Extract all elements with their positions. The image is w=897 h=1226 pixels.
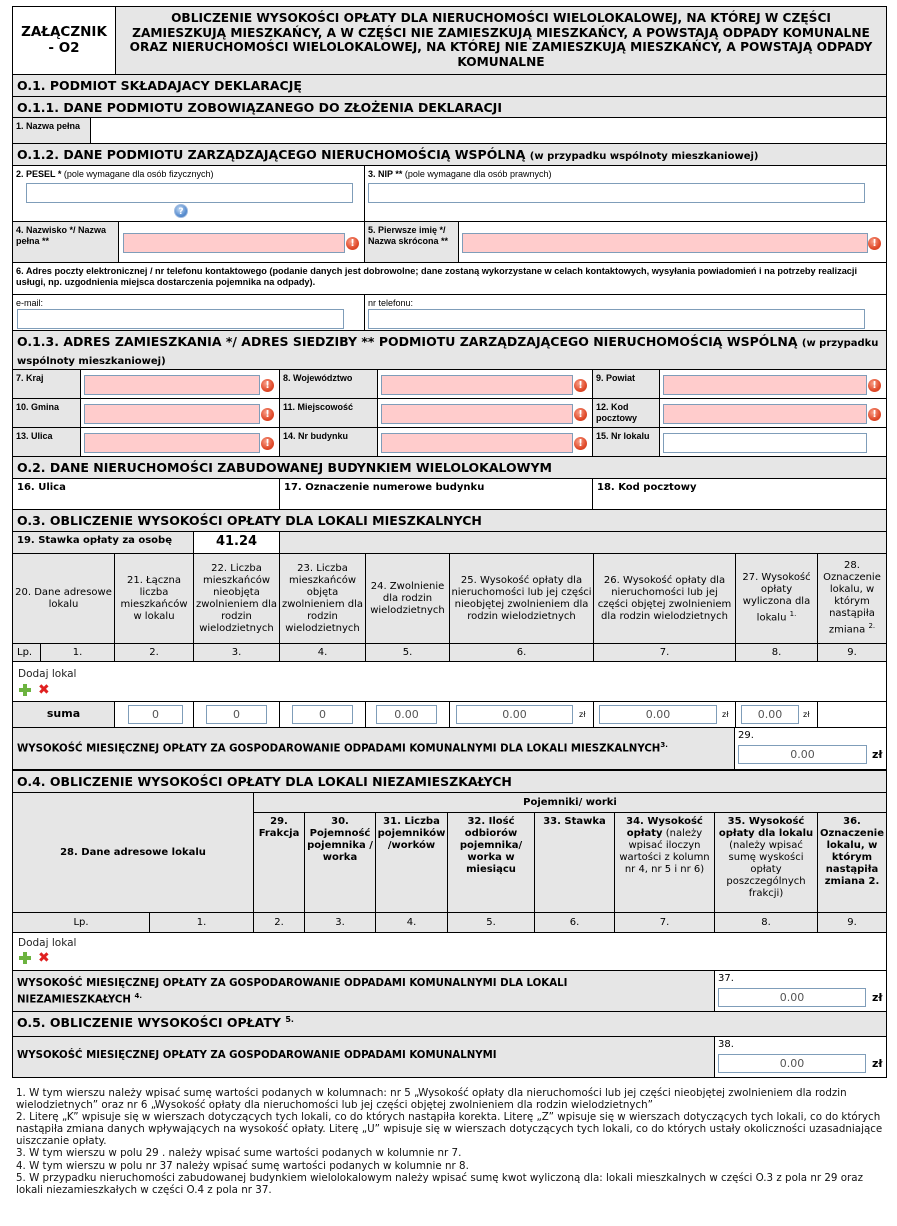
error-icon: ! bbox=[868, 408, 881, 421]
nip-cell: 3. NIP ** (pole wymagane dla osób prawnych) bbox=[364, 165, 887, 222]
country-label: 7. Kraj bbox=[12, 369, 81, 399]
col-num: 4. bbox=[279, 643, 366, 662]
col-27-header: 27. Wysokość opłaty wyliczona dla lokalu $^{1.}$ bbox=[735, 553, 818, 644]
country-input[interactable] bbox=[84, 375, 260, 395]
error-icon: ! bbox=[868, 237, 881, 250]
city-input[interactable] bbox=[381, 404, 573, 424]
email-cell: e-mail: bbox=[12, 294, 365, 331]
o4-col35-header: 35. Wysokość opłaty dla lokalu (należy wpisać sumę wyskości opłaty poszczególnych frakcji) bbox=[714, 812, 818, 913]
field1-label: 1. Nazwa pełna bbox=[12, 117, 91, 144]
section-o12-header: O.1.2. DANE PODMIOTU ZARZĄDZAJĄCEGO NIERUCHOMOŚCIĄ WSPÓLNĄ (w przypadku wspólnoty mieszkaniowej) bbox=[12, 143, 887, 166]
street-cell bbox=[80, 427, 280, 457]
attachment-label-cell bbox=[12, 6, 116, 75]
field29-cell: 29. 0.00 zł bbox=[734, 727, 887, 770]
o5-monthly-label: WYSOKOŚĆ MIESIĘCZNEJ OPŁATY ZA GOSPODAROWANIE ODPADAMI KOMUNALNYMI bbox=[12, 1036, 715, 1078]
municipality-cell bbox=[80, 398, 280, 428]
property-postal-cell[interactable]: 18. Kod pocztowy bbox=[592, 478, 887, 510]
sum-col24 bbox=[365, 701, 450, 728]
unit-number-input[interactable] bbox=[663, 433, 867, 453]
help-icon[interactable]: ? bbox=[174, 204, 188, 218]
col-num: 7. bbox=[593, 643, 736, 662]
o4-col34-header: 34. Wysokość opłaty (należy wpisać iloczyn wartości z kolumn nr 4, nr 5 i nr 6) bbox=[614, 812, 715, 913]
rate-label: 19. Stawka opłaty za osobę bbox=[12, 531, 194, 554]
o4-col-num: 6. bbox=[534, 912, 615, 933]
building-number-input[interactable] bbox=[381, 433, 573, 453]
col-num: 8. bbox=[735, 643, 818, 662]
postal-code-label: 12. Kod pocztowy bbox=[592, 398, 660, 428]
col-26-header: 26. Wysokość opłaty dla nieruchomości lub jej części objętej zwolnieniem dla rodzin wielodzietnych bbox=[593, 553, 736, 644]
col-21-header: 21. Łączna liczba mieszkańców w lokalu bbox=[114, 553, 194, 644]
o4-col-num: 7. bbox=[614, 912, 715, 933]
col-num: 1. bbox=[40, 643, 115, 662]
property-street-cell[interactable]: 16. Ulica bbox=[12, 478, 280, 510]
remove-icon[interactable]: ✖ bbox=[38, 950, 50, 966]
o4-col-num: 4. bbox=[375, 912, 448, 933]
postal-code-input[interactable] bbox=[663, 404, 867, 424]
form-title: OBLICZENIE WYSOKOŚCI OPŁATY DLA NIERUCHOMOŚCI WIELOLOKALOWEJ, NA KTÓREJ W CZĘŚCI ZAMIESZKUJĄ MIESZKAŃCY, A W CZĘŚCI NIE ZAMIESZKUJĄ MIESZKAŃCY, A POWSTAJĄ ODPADY KOMUNALNE ORAZ NIERUCHOMOŚCI WIELOLOKALOWEJ, NA KTÓREJ NIE ZAMIESZKUJĄ MIESZKAŃCY, A POWSTAJĄ ODPADY KOMUNALNE bbox=[129, 11, 873, 69]
sum-col21 bbox=[114, 701, 194, 728]
unit-number-label: 15. Nr lokalu bbox=[592, 427, 660, 457]
o4-col-num: 8. bbox=[714, 912, 818, 933]
error-icon: ! bbox=[574, 408, 587, 421]
building-number-cell bbox=[377, 427, 593, 457]
pesel-cell: 2. PESEL * (pole wymagane dla osób fizycznych) ? bbox=[12, 165, 365, 222]
country-cell bbox=[80, 369, 280, 399]
nip-input[interactable] bbox=[368, 183, 865, 203]
error-icon: ! bbox=[261, 437, 274, 450]
field37-input[interactable]: 0.00 bbox=[718, 988, 866, 1007]
o4-add-row: Dodaj lokal ✖ bbox=[12, 932, 887, 971]
sum-col21-input[interactable]: 0 bbox=[128, 705, 183, 724]
unit-number-cell bbox=[659, 427, 887, 457]
footnote-3: 3. W tym wierszu w polu 29 . należy wpisać sume wartości podanych w kolumnie nr 7. bbox=[16, 1147, 462, 1160]
municipality-label: 10. Gmina bbox=[12, 398, 81, 428]
building-number-label: 14. Nr budynku bbox=[279, 427, 378, 457]
field1-value[interactable] bbox=[90, 117, 887, 144]
postal-code-cell bbox=[659, 398, 887, 428]
remove-icon[interactable]: ✖ bbox=[38, 682, 50, 698]
col-num: 2. bbox=[114, 643, 194, 662]
o4-col-num: Lp. bbox=[12, 912, 150, 933]
error-icon: ! bbox=[868, 379, 881, 392]
form-title-cell bbox=[115, 6, 887, 75]
col-num: 3. bbox=[193, 643, 280, 662]
col-24-header: 24. Zwolnienie dla rodzin wielodzietnych bbox=[365, 553, 450, 644]
rate-spacer bbox=[279, 531, 887, 554]
col-num: 9. bbox=[817, 643, 887, 662]
col-num: 5. bbox=[365, 643, 450, 662]
col-num-lp: Lp. bbox=[12, 643, 41, 662]
voivodeship-cell bbox=[377, 369, 593, 399]
footnote-5: 5. W przypadku nieruchomości zabudowanej budynkiem wielolokalowym należy wpisać sumę kwot wyliczoną dla: lokali mieszkalnych w części O.3 z pola nr 29 oraz lokali niezamieszkałych w części O.4 z pola nr 37. bbox=[16, 1171, 863, 1196]
firstname-label: 5. Pierwsze imię */ Nazwa skrócona ** bbox=[364, 221, 459, 263]
sum-col27: 0.00 zł bbox=[735, 701, 818, 728]
o4-col-num: 2. bbox=[253, 912, 305, 933]
col-28-header: 28. Oznaczenie lokalu, w którym nastąpiła zmiana $^{2.}$ bbox=[817, 553, 887, 644]
o4-group-header: Pojemniki/ worki bbox=[253, 792, 887, 813]
o4-monthly-label: WYSOKOŚĆ MIESIĘCZNEJ OPŁATY ZA GOSPODAROWANIE ODPADAMI KOMUNALNYMI DLA LOKALI NIEZAMIESZKAŁYCH $^{4.}$ bbox=[12, 970, 715, 1012]
footnote-1: 1. W tym wierszu należy wpisać sumę wartości podanych w kolumnach: nr 5 „Wysokość opłaty dla nieruchomości lub jej części nieobjętej zwolnieniem dla rodzin wielodzietnych” oraz nr 6 „Wysokość opłaty dla nieruchomości lub jej części objętej zwolnieniem dla rodzin wielodzietnych” bbox=[16, 1087, 847, 1112]
surname-label: 4. Nazwisko */ Nazwa pełna ** bbox=[12, 221, 119, 263]
o4-col36-header: 36. Oznaczenie lokalu, w którym nastąpiła zmiana 2. bbox=[817, 812, 887, 913]
attachment-label: ZAŁĄCZNIK - O2 bbox=[21, 24, 107, 56]
sum-col24-input[interactable]: 0.00 bbox=[376, 705, 437, 724]
county-input[interactable] bbox=[663, 375, 867, 395]
error-icon: ! bbox=[261, 408, 274, 421]
o4-col-num: 5. bbox=[447, 912, 535, 933]
surname-cell bbox=[118, 221, 365, 263]
voivodeship-label: 8. Województwo bbox=[279, 369, 378, 399]
pesel-input[interactable] bbox=[26, 183, 353, 203]
sum-col25-input[interactable]: 0.00 bbox=[456, 705, 573, 724]
sum-col22-input[interactable]: 0 bbox=[206, 705, 267, 724]
o4-col29-header: 29. Frakcja bbox=[253, 812, 305, 913]
voivodeship-input[interactable] bbox=[381, 375, 573, 395]
section-o11-header: O.1.1. DANE PODMIOTU ZOBOWIĄZANEGO DO ZŁOŻENIA DEKLARACJI bbox=[12, 96, 887, 118]
o4-col-num: 9. bbox=[817, 912, 887, 933]
o4-col33-header: 33. Stawka bbox=[534, 812, 615, 913]
sum-col28 bbox=[817, 701, 887, 728]
city-label: 11. Miejscowość bbox=[279, 398, 378, 428]
phone-cell: nr telefonu: bbox=[364, 294, 887, 331]
o4-col-num: 3. bbox=[304, 912, 376, 933]
footnote-2: 2. Literę „K” wpisuje się w wierszach dotyczących tych lokali, co do których nastąpiła korekta. Literę „Z” wpisuje się w wierszach dotyczących tych lokali, co do których nastąpiła zmiana danych wpływających na wysokość opłaty. Literę „U” wpisuje się w wierszach dotyczących tych lokali, co do których ustały okoliczności uzasadniające uiszczanie opłaty. bbox=[16, 1111, 883, 1148]
field37-cell: 37. 0.00 zł bbox=[714, 970, 887, 1012]
section-o5-header: O.5. OBLICZENIE WYSOKOŚCI OPŁATY $^{5.}$ bbox=[12, 1011, 887, 1037]
sum-label-cell: suma bbox=[12, 701, 115, 728]
error-icon: ! bbox=[574, 379, 587, 392]
county-cell bbox=[659, 369, 887, 399]
add-icon[interactable] bbox=[19, 952, 31, 964]
city-cell bbox=[377, 398, 593, 428]
o3-monthly-label: WYSOKOŚĆ MIESIĘCZNEJ OPŁATY ZA GOSPODAROWANIE ODPADAMI KOMUNALNYMI DLA LOKALI $MIESZKALNYCH^{3.}$ bbox=[12, 727, 735, 770]
municipality-input[interactable] bbox=[84, 404, 260, 424]
field38-cell: 38. 0.00 zł bbox=[714, 1036, 887, 1078]
section-o13-header: O.1.3. ADRES ZAMIESZKANIA */ ADRES SIEDZIBY ** PODMIOTU ZARZĄDZAJĄCEGO NIERUCHOMOŚCIĄ WSPÓLNĄ (w przypadku wspólnoty mieszkaniowej) bbox=[12, 330, 887, 370]
firstname-cell bbox=[458, 221, 887, 263]
error-icon: ! bbox=[261, 379, 274, 392]
sum-col27-input[interactable]: 0.00 bbox=[741, 705, 799, 724]
section-o2-header: O.2. DANE NIERUCHOMOŚCI ZABUDOWANEJ BUDYNKIEM WIELOLOKALOWYM bbox=[12, 456, 887, 479]
field29-input[interactable]: 0.00 bbox=[738, 745, 867, 764]
email-input[interactable] bbox=[17, 309, 344, 329]
footnote-4: 4. W tym wierszu w polu nr 37 należy wpisać sumę wartości podanych w kolumnie nr 8. bbox=[16, 1159, 469, 1172]
section-o3-header: O.3. OBLICZENIE WYSOKOŚCI OPŁATY DLA LOKALI MIESZKALNYCH bbox=[12, 509, 887, 532]
street-input[interactable] bbox=[84, 433, 260, 453]
col-23-header: 23. Liczba mieszkańców objęta zwolnieniem dla rodzin wielodzietnych bbox=[279, 553, 366, 644]
footnotes bbox=[16, 1087, 888, 1196]
surname-input[interactable] bbox=[123, 233, 345, 253]
error-icon: ! bbox=[346, 237, 359, 250]
contact-label: 6. Adres poczty elektronicznej / nr telefonu kontaktowego (podanie danych jest dobrowolne; dane zostaną wykorzystane w celach kontaktowych, wysyłania powiadomień i na potrzeby realizacji usługi, np. uzgodnienia miejsca dostarczenia pojemnika na odpady). bbox=[12, 262, 887, 295]
o4-col32-header: 32. Ilość odbiorów pojemnika/ worka w miesiącu bbox=[447, 812, 535, 913]
o4-address-header: 28. Dane adresowe lokalu bbox=[12, 792, 254, 913]
street-label: 13. Ulica bbox=[12, 427, 81, 457]
error-icon: ! bbox=[574, 437, 587, 450]
o4-col30-header: 30. Pojemność pojemnika / worka bbox=[304, 812, 376, 913]
sum-col22 bbox=[193, 701, 280, 728]
field38-input[interactable]: 0.00 bbox=[718, 1054, 866, 1073]
sum-col23 bbox=[279, 701, 366, 728]
phone-input[interactable] bbox=[368, 309, 865, 329]
firstname-input[interactable] bbox=[462, 233, 868, 253]
section-o4-header: O.4. OBLICZENIE WYSOKOŚCI OPŁATY DLA LOKALI NIEZAMIESZKAŁYCH bbox=[12, 769, 887, 793]
col-20-header: 20. Dane adresowe lokalu bbox=[12, 553, 115, 644]
o4-col31-header: 31. Liczba pojemników /worków bbox=[375, 812, 448, 913]
sum-col23-input[interactable]: 0 bbox=[292, 705, 353, 724]
property-number-cell[interactable]: 17. Oznaczenie numerowe budynku bbox=[279, 478, 593, 510]
county-label: 9. Powiat bbox=[592, 369, 660, 399]
sum-col26: 0.00 zł bbox=[593, 701, 736, 728]
col-22-header: 22. Liczba mieszkańców nieobjęta zwolnieniem dla rodzin wielodzietnych bbox=[193, 553, 280, 644]
sum-col25: 0.00 zł bbox=[449, 701, 594, 728]
add-icon[interactable] bbox=[19, 684, 31, 696]
o4-col-num: 1. bbox=[149, 912, 254, 933]
rate-value: 41.24 bbox=[193, 531, 280, 554]
o3-add-row: Dodaj lokal ✖ bbox=[12, 661, 887, 702]
section-o1-header: O.1. PODMIOT SKŁADAJACY DEKLARACJĘ bbox=[12, 74, 887, 97]
col-25-header: 25. Wysokość opłaty dla nieruchomości lub jej części nieobjętej zwolnieniem dla rodzin wielodzietnych bbox=[449, 553, 594, 644]
sum-col26-input[interactable]: 0.00 bbox=[599, 705, 717, 724]
col-num: 6. bbox=[449, 643, 594, 662]
